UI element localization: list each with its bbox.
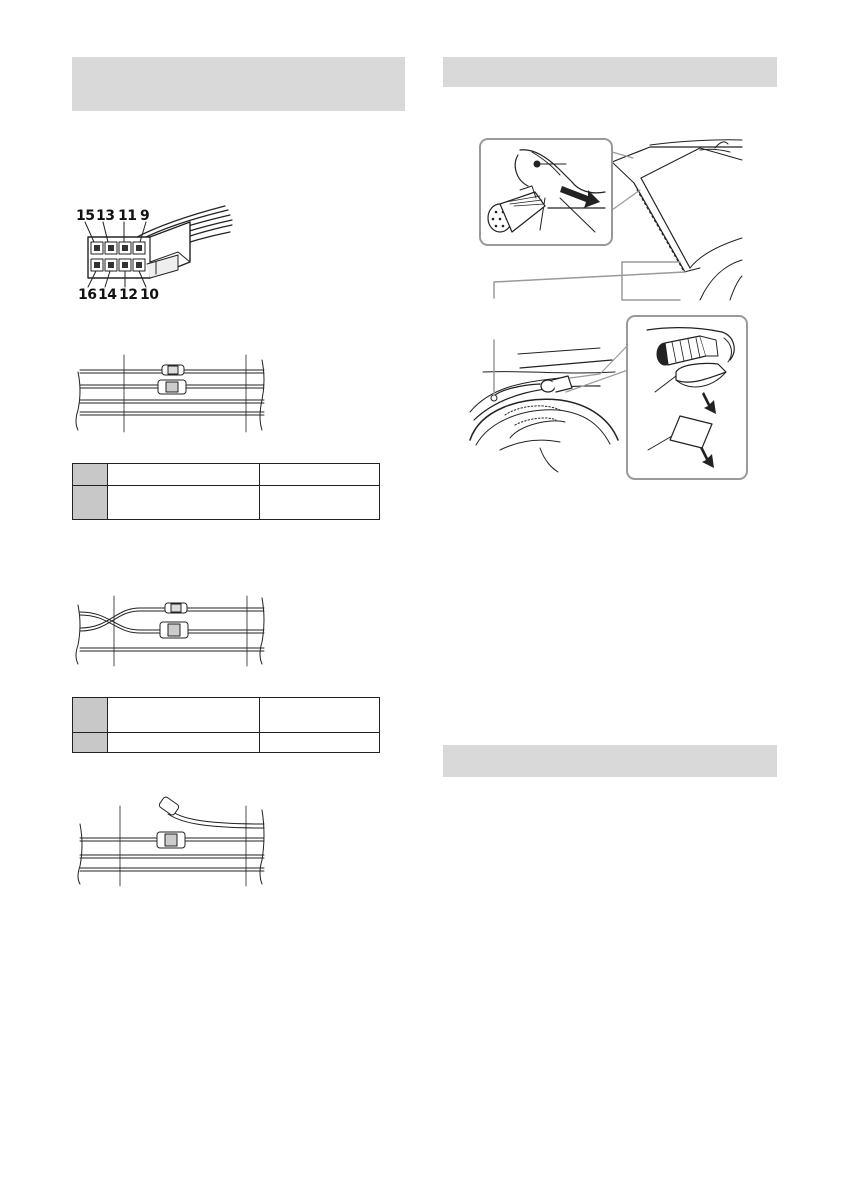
pin-label-11: 11 bbox=[118, 208, 137, 224]
table-cell bbox=[260, 486, 380, 520]
table-row bbox=[73, 698, 380, 733]
pin-label-13: 13 bbox=[96, 208, 115, 224]
adhesive-callout-box bbox=[627, 316, 747, 479]
spec-table-1 bbox=[72, 463, 380, 520]
table-cell bbox=[260, 733, 380, 753]
table-row bbox=[73, 464, 380, 486]
table-cell bbox=[108, 733, 260, 753]
pin-label-10: 10 bbox=[140, 287, 159, 303]
table-cell-marker bbox=[73, 733, 108, 753]
pin-label-14: 14 bbox=[98, 287, 117, 303]
table-cell bbox=[108, 486, 260, 520]
pin-label-9: 9 bbox=[140, 208, 150, 224]
table-cell-marker bbox=[73, 486, 108, 520]
table-cell-marker bbox=[73, 464, 108, 486]
table-cell bbox=[260, 464, 380, 486]
table-row bbox=[73, 486, 380, 520]
cable-diagram-1 bbox=[76, 355, 264, 432]
pin-label-12: 12 bbox=[119, 287, 138, 303]
clip-callout-box bbox=[480, 139, 612, 245]
cable-diagram-3 bbox=[78, 796, 264, 886]
pin-label-16: 16 bbox=[78, 287, 97, 303]
spec-table-2 bbox=[72, 697, 380, 753]
table-cell bbox=[108, 698, 260, 733]
cable-diagram-2 bbox=[76, 596, 264, 666]
iso-connector-illustration bbox=[85, 206, 232, 287]
table-row bbox=[73, 733, 380, 753]
table-cell bbox=[108, 464, 260, 486]
table-cell-marker bbox=[73, 698, 108, 733]
microphone-installation-lower bbox=[470, 340, 628, 472]
pin-label-15: 15 bbox=[76, 208, 95, 224]
table-cell bbox=[260, 698, 380, 733]
